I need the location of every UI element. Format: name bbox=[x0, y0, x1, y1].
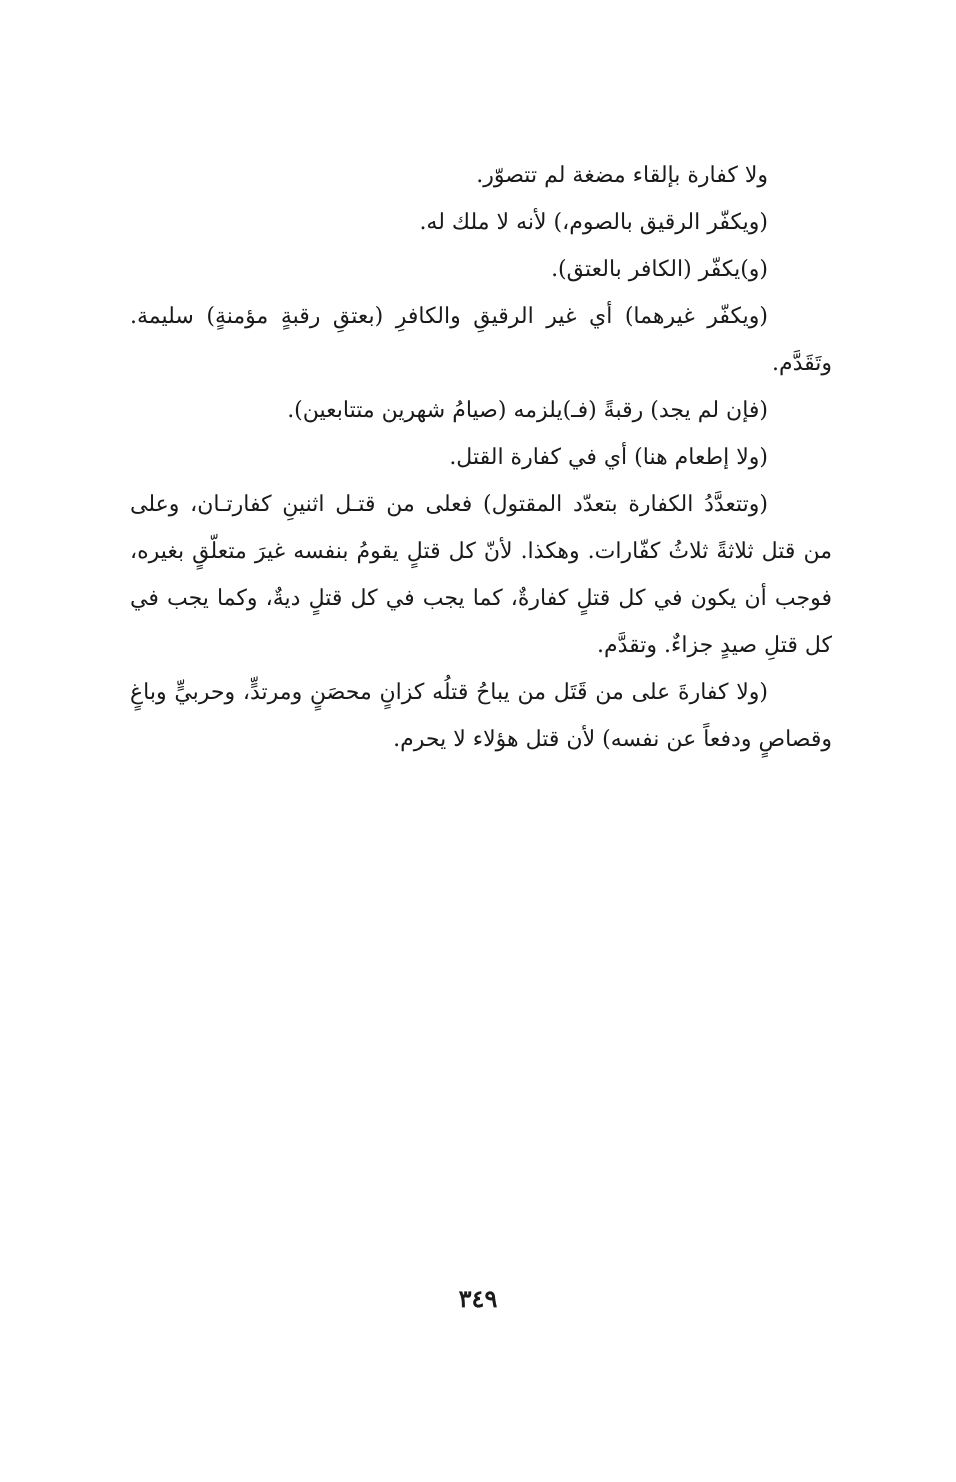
paragraph-multiple-expiations: (وتتعدَّدُ الكفارة بتعدّد المقتول) فعلى من قتـل اثنينِ كفارتـان، وعلى من قتل ثلاثةً ثلاثُ كفّارات. وهكذا. لأنّ كل قتلٍ يقومُ بنفسه غيرَ متعلّقٍ بغيره، فوجب أن يكون في كل قتلٍ كفارةٌ، كما يجب في كل قتلٍ ديةٌ، وكما يجب في كل قتلِ صيدٍ جزاءٌ. وتقدَّم. bbox=[130, 492, 832, 658]
page-number: ٣٤٩ bbox=[458, 1284, 498, 1313]
paragraph-disbeliever-manumission: (و)يكفّر (الكافر بالعتق). bbox=[551, 257, 768, 282]
paragraph-no-feeding: (ولا إطعام هنا) أي في كفارة القتل. bbox=[449, 445, 768, 470]
paragraph-miscarriage: ولا كفارة بإلقاء مضغة لم تتصوّر. bbox=[476, 163, 768, 188]
paragraph-no-expiation-lawful-killing: (ولا كفارةَ على من قَتَل من يباحُ قتلُه كزانٍ محصَنٍ ومرتدٍّ، وحربيٍّ وباغٍ وقصاصٍ ودفعاً عن نفسه) لأن قتل هؤلاء لا يحرم. bbox=[130, 680, 832, 752]
paragraph-fasting-two-months: (فإن لم يجد) رقبةً (فـ)يلزمه (صيامُ شهرين متتابعين). bbox=[287, 398, 768, 423]
body-text bbox=[130, 152, 832, 763]
paragraph-others-manumission: (ويكفّر غيرهما) أي غير الرقيقِ والكافرِ (بعتقِ رقبةٍ مؤمنةٍ) سليمة. وتَقَدَّم. bbox=[130, 304, 832, 376]
paragraph-slave-fasting: (ويكفّر الرقيق بالصوم،) لأنه لا ملك له. bbox=[419, 210, 768, 235]
